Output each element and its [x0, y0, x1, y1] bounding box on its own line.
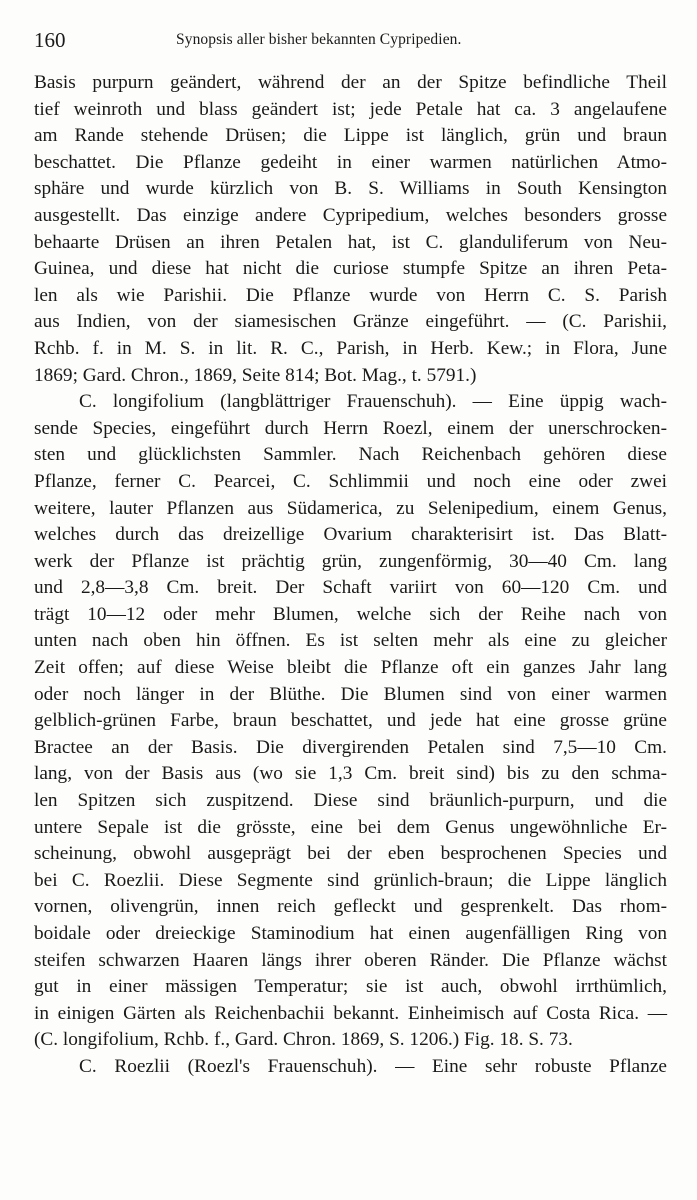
- text-line: ausgestellt. Das einzige andere Cypripedium, welches besonders grosse: [34, 204, 667, 226]
- text-line: Bractee an der Basis. Die divergirenden Petalen sind 7,5—10 Cm.: [34, 736, 667, 758]
- text-line: bei C. Roezlii. Diese Segmente sind grünlich-braun; die Lippe länglich: [34, 869, 667, 891]
- text-line: untere Sepale ist die grösste, eine bei dem Genus ungewöhnliche Er-: [34, 816, 667, 838]
- text-line: unten nach oben hin öffnen. Es ist selten mehr als eine zu gleicher: [34, 630, 667, 652]
- text-line: welches durch das dreizellige Ovarium charakterisirt ist. Das Blatt-: [34, 524, 667, 546]
- text-line: lang, von der Basis aus (wo sie 1,3 Cm. breit sind) bis zu den schma-: [34, 763, 667, 785]
- text-line: weitere, lauter Pflanzen aus Südamerica, zu Selenipedium, einem Genus,: [34, 497, 667, 519]
- text-line: Basis purpurn geändert, während der an der Spitze befindliche Theil: [34, 72, 667, 93]
- text-line: 1869; Gard. Chron., 1869, Seite 814; Bot. Mag., t. 5791.): [34, 364, 477, 386]
- text-line: Pflanze, ferner C. Pearcei, C. Schlimmii und noch eine oder zwei: [34, 470, 667, 492]
- text-line: sphäre und wurde kürzlich von B. S. Williams in South Kensington: [34, 178, 667, 200]
- text-line: scheinung, obwohl ausgeprägt bei der eben besprochenen Species und: [34, 843, 667, 865]
- text-line: oder noch länger in der Blüthe. Die Blumen sind von einer warmen: [34, 683, 667, 705]
- text-line: gelblich-grünen Farbe, braun beschattet, und jede hat eine grosse grüne: [34, 710, 667, 732]
- page-header: [34, 28, 669, 58]
- text-line: am Rande stehende Drüsen; die Lippe ist länglich, grün und braun: [34, 125, 667, 147]
- running-title: Synopsis aller bisher bekannten Cypripedien.: [176, 31, 462, 48]
- paragraph-start-line: C. longifolium (langblättriger Frauenschuh). — Eine üppig wach-: [79, 391, 667, 413]
- text-line: in einigen Gärten als Reichenbachii bekannt. Einheimisch auf Costa Rica. —: [34, 1002, 667, 1024]
- text-line: Zeit offen; auf diese Weise bleibt die Pflanze oft ein ganzes Jahr lang: [34, 657, 667, 679]
- text-line: werk der Pflanze ist prächtig grün, zungenförmig, 30—40 Cm. lang: [34, 550, 667, 572]
- text-line: trägt 10—12 oder mehr Blumen, welche sich der Reihe nach von: [34, 603, 667, 625]
- text-line: vornen, olivengrün, innen reich gefleckt und gesprenkelt. Das rhom-: [34, 896, 667, 918]
- text-line: Rchb. f. in M. S. in lit. R. C., Parish, in Herb. Kew.; in Flora, June: [34, 337, 667, 359]
- text-line: aus Indien, von der siamesischen Gränze eingeführt. — (C. Parishii,: [34, 311, 667, 333]
- text-line: len Spitzen sich zuspitzend. Diese sind bräunlich-purpurn, und die: [34, 790, 667, 812]
- text-line: tief weinroth und blass geändert ist; jede Petale hat ca. 3 angelaufene: [34, 98, 667, 120]
- body-text: [34, 70, 667, 1081]
- text-line: sten und glücklichsten Sammler. Nach Reichenbach gehören diese: [34, 444, 667, 466]
- text-line: boidale oder dreieckige Staminodium hat einen augenfälligen Ring von: [34, 923, 667, 944]
- text-line: len als wie Parishii. Die Pflanze wurde von Herrn C. S. Parish: [34, 284, 667, 306]
- text-line: steifen schwarzen Haaren längs ihrer oberen Ränder. Die Pflanze wächst: [34, 949, 667, 971]
- text-line: behaarte Drüsen an ihren Petalen hat, ist C. glanduliferum von Neu-: [34, 231, 667, 253]
- text-line: (C. longifolium, Rchb. f., Gard. Chron. 1869, S. 1206.) Fig. 18. S. 73.: [34, 1029, 573, 1051]
- text-line: Guinea, und diese hat nicht die curiose stumpfe Spitze an ihren Peta-: [34, 258, 667, 280]
- text-line: gut in einer mässigen Temperatur; sie ist auch, obwohl irrthümlich,: [34, 976, 667, 998]
- page-number: 160: [34, 28, 66, 52]
- paragraph-start-line: C. Roezlii (Roezl's Frauenschuh). — Eine sehr robuste Pflanze: [79, 1055, 667, 1077]
- text-line: und 2,8—3,8 Cm. breit. Der Schaft variirt von 60—120 Cm. und: [34, 577, 667, 599]
- text-line: sende Species, eingeführt durch Herrn Roezl, einem der unerschrocken-: [34, 417, 667, 439]
- text-line: beschattet. Die Pflanze gedeiht in einer warmen natürlichen Atmo-: [34, 151, 667, 173]
